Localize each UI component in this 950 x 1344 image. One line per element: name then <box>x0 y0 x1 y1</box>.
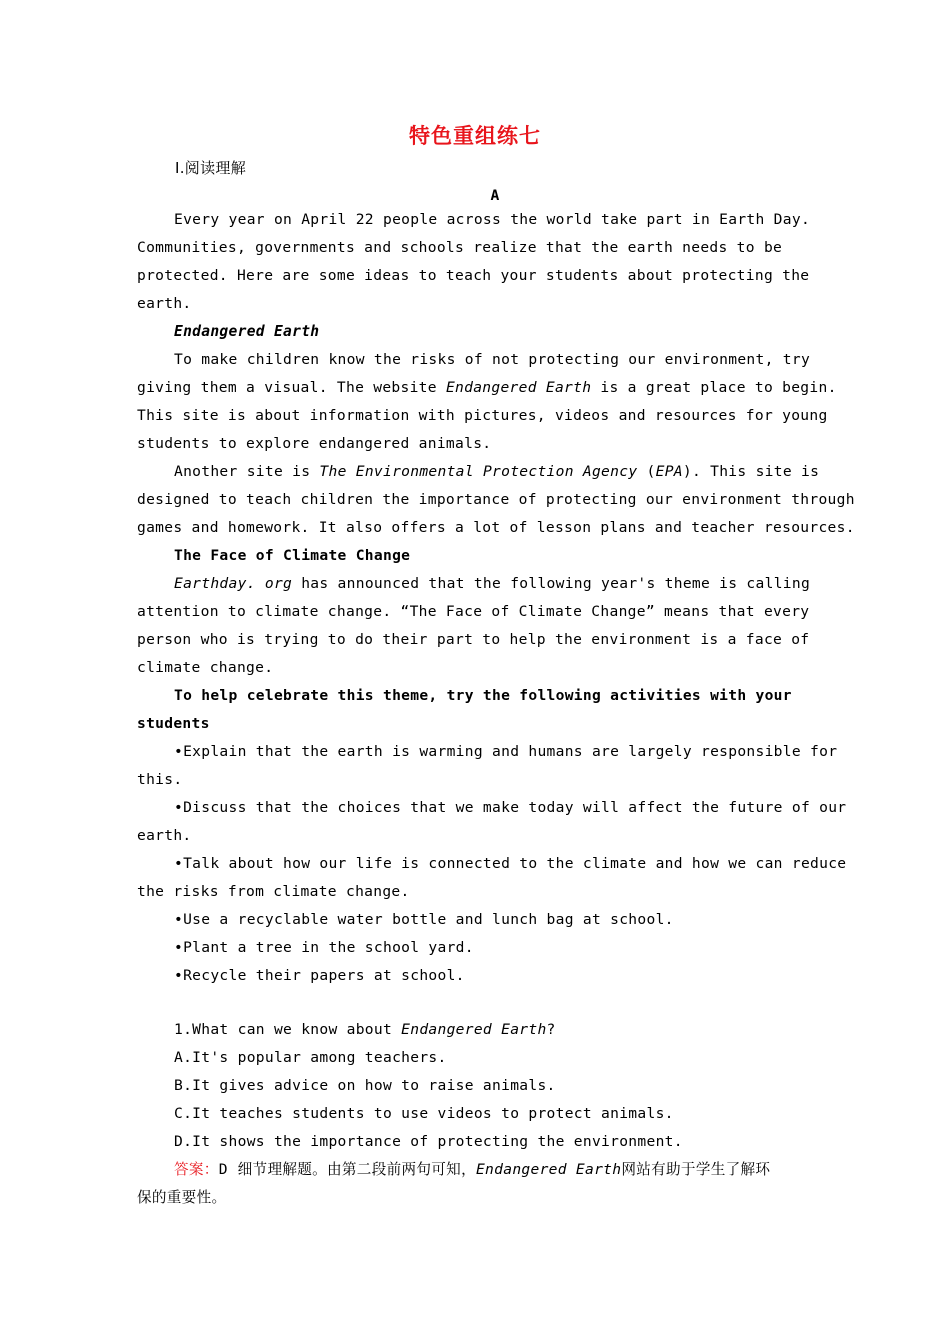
bullet-3-line-2: the risks from climate change. <box>137 883 410 900</box>
agency-name: The Environmental Protection Agency <box>319 463 638 480</box>
agency-abbr: EPA <box>655 463 683 480</box>
bullet-6: •Recycle their papers at school. <box>174 967 465 984</box>
bullet-1-line-2: this. <box>137 771 183 788</box>
subheading-climate-change: The Face of Climate Change <box>174 547 411 564</box>
answer-line-1 <box>174 1160 770 1180</box>
p4-line-3: person who is trying to do their part to help the environment is a face of <box>137 631 810 648</box>
p2-line-4: students to explore endangered animals. <box>137 435 492 452</box>
option-c: C.It teaches students to use videos to protect animals. <box>174 1105 674 1122</box>
p3-line-2: designed to teach children the importance of protecting our environment through <box>137 491 855 508</box>
answer-text-b: Endangered Earth <box>475 1161 622 1178</box>
activities-heading-line-1: To help celebrate this theme, try the following activities with your <box>174 687 792 704</box>
p4-line-1-b: has announced that the following year's theme is calling <box>292 575 811 592</box>
question-1-stem-b: Endangered Earth <box>401 1021 547 1038</box>
p3-line-1-e: ). This site is <box>682 463 820 480</box>
bullet-2-line-2: earth. <box>137 827 192 844</box>
page-title: 特色重组练七 <box>409 124 541 148</box>
bullet-2-line-1: •Discuss that the choices that we make today will affect the future of our <box>174 799 847 816</box>
bullet-1-line-1: •Explain that the earth is warming and humans are largely responsible for <box>174 743 838 760</box>
p1-line-4: earth. <box>137 295 192 312</box>
answer-line-2: 保的重要性。 <box>137 1189 227 1206</box>
option-d: D.It shows the importance of protecting the environment. <box>174 1133 683 1150</box>
p3-line-1-c: ( <box>637 463 656 480</box>
earthday-site: Earthday. org <box>174 575 293 592</box>
option-a: A.It's popular among teachers. <box>174 1049 447 1066</box>
p2-line-1: To make children know the risks of not protecting our environment, try <box>174 351 811 368</box>
p2-line-3: This site is about information with pictures, videos and resources for young <box>137 407 828 424</box>
p2-line-2-a: giving them a visual. The website <box>137 379 446 396</box>
p3-line-1-a: Another site is <box>174 463 320 480</box>
p1-line-1: Every year on April 22 people across the world take part in Earth Day. <box>174 211 811 228</box>
p1-line-3: protected. Here are some ideas to teach your students about protecting the <box>137 267 810 284</box>
p4-line-4: climate change. <box>137 659 274 676</box>
option-b: B.It gives advice on how to raise animals. <box>174 1077 556 1094</box>
subheading-endangered-earth: Endangered Earth <box>174 323 320 340</box>
bullet-3-line-1: •Talk about how our life is connected to the climate and how we can reduce <box>174 855 847 872</box>
question-1-stem-a: 1.What can we know about <box>174 1021 402 1038</box>
p2-line-2 <box>137 378 837 398</box>
p4-line-1 <box>174 574 810 594</box>
question-1-stem <box>174 1020 556 1040</box>
p1-line-2: Communities, governments and schools realize that the earth needs to be <box>137 239 783 256</box>
section-heading: Ⅰ.阅读理解 <box>175 159 246 177</box>
p3-line-1 <box>174 462 819 482</box>
answer-text-a: 细节理解题。由第二段前两句可知， <box>227 1161 476 1178</box>
bullet-4: •Use a recyclable water bottle and lunch bag at school. <box>174 911 674 928</box>
p3-line-3: games and homework. It also offers a lot of lesson plans and teacher resources. <box>137 519 855 536</box>
passage-label: A <box>490 187 500 204</box>
answer-label: 答案： <box>174 1161 219 1178</box>
activities-heading-line-2: students <box>137 715 210 732</box>
p2-line-2-c: is a great place to begin. <box>591 379 837 396</box>
question-1-stem-c: ? <box>546 1021 556 1038</box>
website-name: Endangered Earth <box>445 379 592 396</box>
answer-letter: D <box>218 1161 228 1178</box>
answer-text-c: 网站有助于学生了解环 <box>621 1161 771 1178</box>
p4-line-2: attention to climate change. “The Face of Climate Change” means that every <box>137 603 810 620</box>
bullet-5: •Plant a tree in the school yard. <box>174 939 474 956</box>
